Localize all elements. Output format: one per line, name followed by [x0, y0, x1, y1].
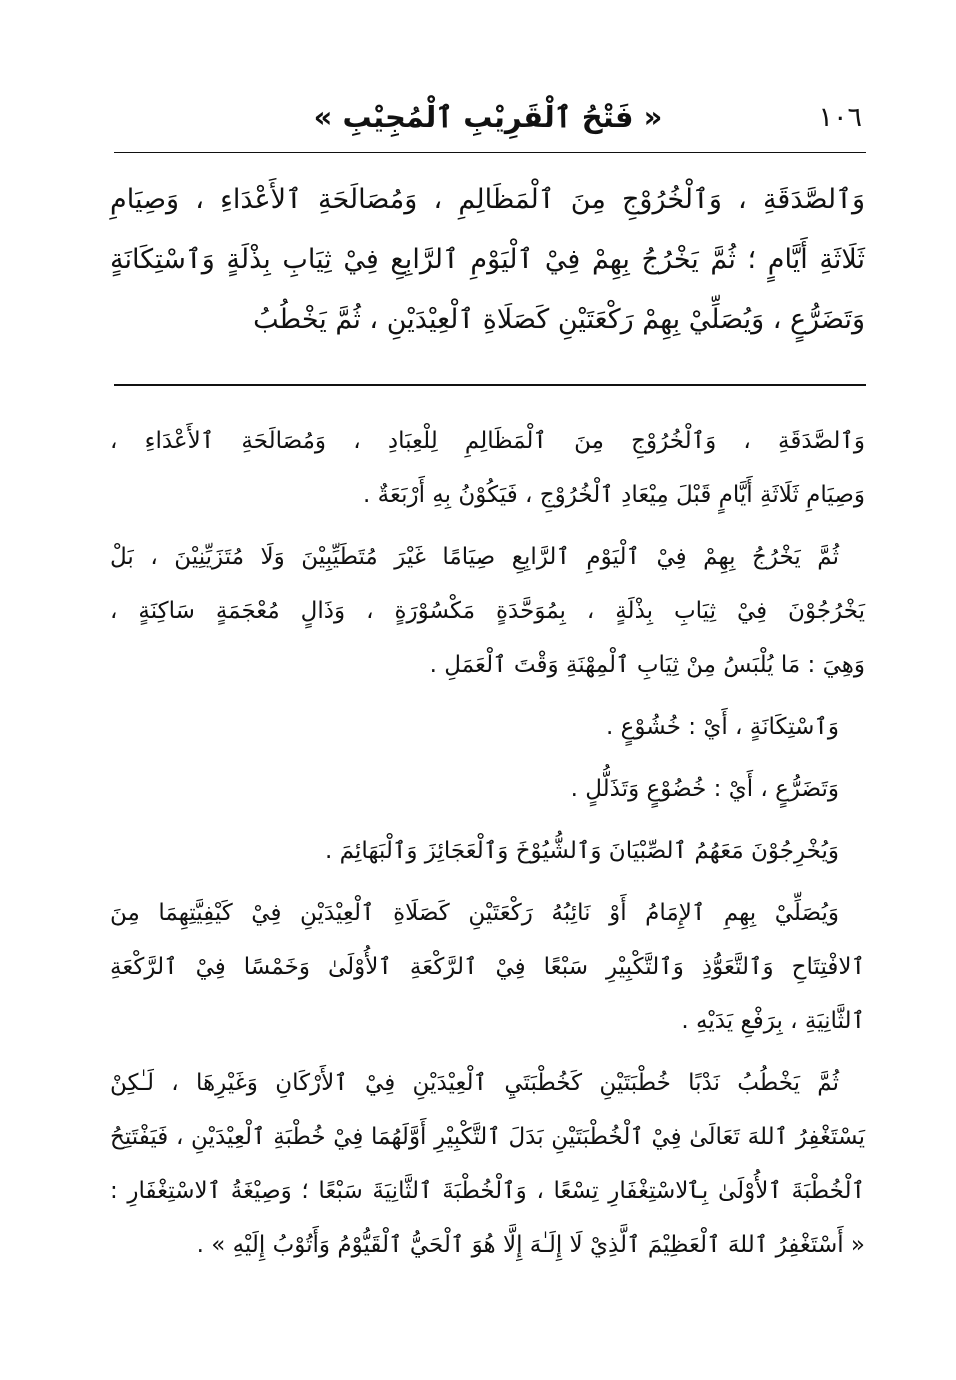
paragraph-line: ٱلْخُطْبَةَ ٱلأُوْلَىٰ بِٱلاسْتِغْفَارِ تِسْعًا ، وَٱلْخُطْبَةَ ٱلثَّانِيَةَ سَبْعًا ؛ وَصِيْغَةُ ٱلاسْتِغْفَارِ : — [110, 1178, 865, 1204]
paragraph-line: وَهِيَ : مَا يُلْبَسُ مِنْ ثِيَابِ ٱلْمِهْنَةِ وَقْتَ ٱلْعَمَلِ . — [429, 652, 865, 678]
matn-line: وَٱلصَّدَقَةِ ، وَٱلْخُرُوْجِ مِنَ ٱلْمَظَالِمِ ، وَمُصَالَحَةِ ٱلأَعْدَاءِ ، وَصِيَامِ — [110, 184, 865, 215]
commentary-paragraph — [110, 414, 865, 522]
paragraph-line: وَيُصَلِّيْ بِهِمِ ٱلإِمَامُ أَوْ نَائِبُهُ رَكْعَتَيْنِ كَصَلَاةِ ٱلْعِيْدَيْنِ فِيْ كَيْفِيَّتِهِمَا مِنَ — [110, 900, 839, 926]
paragraph-line: وَٱسْتِكَانَةٍ ، أَيْ : خُشُوْعٍ . — [605, 714, 839, 740]
paragraph-line: يَسْتَغْفِرُ ٱللهَ تَعَالَىٰ فِيْ ٱلْخُطْبَتَيْنِ بَدَلَ ٱلتَّكْبِيْرِ أَوَّلَهُمَا فِيْ خُطْبَةِ ٱلْعِيْدَيْنِ ، فَيَفْتَتِحُ — [110, 1124, 865, 1150]
header-divider — [114, 152, 866, 153]
paragraph-line: وَصِيَامِ ثَلَاثَةِ أَيَّامٍ قَبْلَ مِيْعَادِ ٱلْخُرُوْجِ ، فَيَكُوْنُ بِهِ أَرْبَعَةٌ . — [363, 482, 865, 508]
running-title: « فَتْحُ ٱلْقَرِيْبِ ٱلْمُجِيْبِ » — [313, 100, 663, 134]
commentary-paragraph — [110, 824, 865, 878]
sharh-commentary — [110, 414, 865, 1272]
paragraph-line: « أَسْتَغْفِرُ ٱللهَ ٱلْعَظِيْمَ ٱلَّذِيْ لَا إِلَـٰهَ إِلَّا هُوَ ٱلْحَيُّ ٱلْقَيُّوْمُ وَأَتُوْبُ إِلَيْهِ » . — [196, 1232, 865, 1258]
paragraph-line: وَيُخْرِجُوْنَ مَعَهُمُ ٱلصِّبْيَانَ وَٱلشُّيُوْخَ وَٱلْعَجَائِزَ وَٱلْبَهَائِمَ . — [324, 838, 839, 864]
matn-text-block — [110, 172, 865, 352]
paragraph-line: وَتَضَرُّعٍ ، أَيْ : خُضُوْعٍ وَتَذَلُّلٍ . — [570, 776, 839, 802]
matn-line: ثَلَاثَةِ أَيَّامٍ ؛ ثُمَّ يَخْرُجُ بِهِمْ فِيْ ٱلْيَوْمِ ٱلرَّابِعِ فِيْ ثِيَابِ بِذْلَةٍ وَٱسْتِكَانَةٍ — [110, 244, 865, 275]
paragraph-line: وَٱلصَّدَقَةِ ، وَٱلْخُرُوْجِ مِنَ ٱلْمَظَالِمِ لِلْعِبَادِ ، وَمُصَالَحَةِ ٱلأَعْدَاءِ ، — [110, 428, 865, 454]
commentary-paragraph — [110, 700, 865, 754]
paragraph-line: ثُمَّ يَخْرُجُ بِهِمْ فِيْ ٱلْيَوْمِ ٱلرَّابِعِ صِيَامًا غَيْرَ مُتَطَيِّبِيْنَ وَلَا مُتَزَيِّنِيْنَ ، بَلْ — [110, 544, 839, 570]
commentary-paragraph — [110, 1056, 865, 1272]
page-header — [114, 100, 862, 146]
matn-line: وَتَضَرُّعٍ ، وَيُصَلِّيْ بِهِمْ رَكْعَتَيْنِ كَصَلَاةِ ٱلْعِيْدَيْنِ ، ثُمَّ يَخْطُبُ — [253, 304, 865, 335]
paragraph-line: ثُمَّ يَخْطُبُ نَدْبًا خُطْبَتَيْنِ كَخُطْبَتَيِ ٱلْعِيْدَيْنِ فِيْ ٱلأَرْكَانِ وَغَيْرِهَا ، لَـٰكِنْ — [110, 1070, 839, 1096]
page-number: ١٠٦ — [818, 102, 862, 133]
commentary-paragraph — [110, 530, 865, 692]
paragraph-line: يَخْرُجُوْنَ فِيْ ثِيَابِ بِذْلَةٍ ، بِمُوَحَّدَةٍ مَكْسُوْرَةٍ ، وَذَالٍ مُعْجَمَةٍ سَاكِنَةٍ ، — [110, 598, 865, 624]
commentary-paragraph — [110, 886, 865, 1048]
commentary-paragraph — [110, 762, 865, 816]
paragraph-line: ٱلافْتِتَاحِ وَٱلتَّعَوُّذِ وَٱلتَّكْبِيْرِ سَبْعًا فِيْ ٱلرَّكْعَةِ ٱلأُوْلَىٰ وَخَمْسًا فِيْ ٱلرَّكْعَةِ — [110, 954, 865, 980]
paragraph-line: ٱلثَّانِيَةِ ، بِرَفْعِ يَدَيْهِ . — [681, 1008, 865, 1034]
matn-sharh-divider — [114, 384, 866, 386]
